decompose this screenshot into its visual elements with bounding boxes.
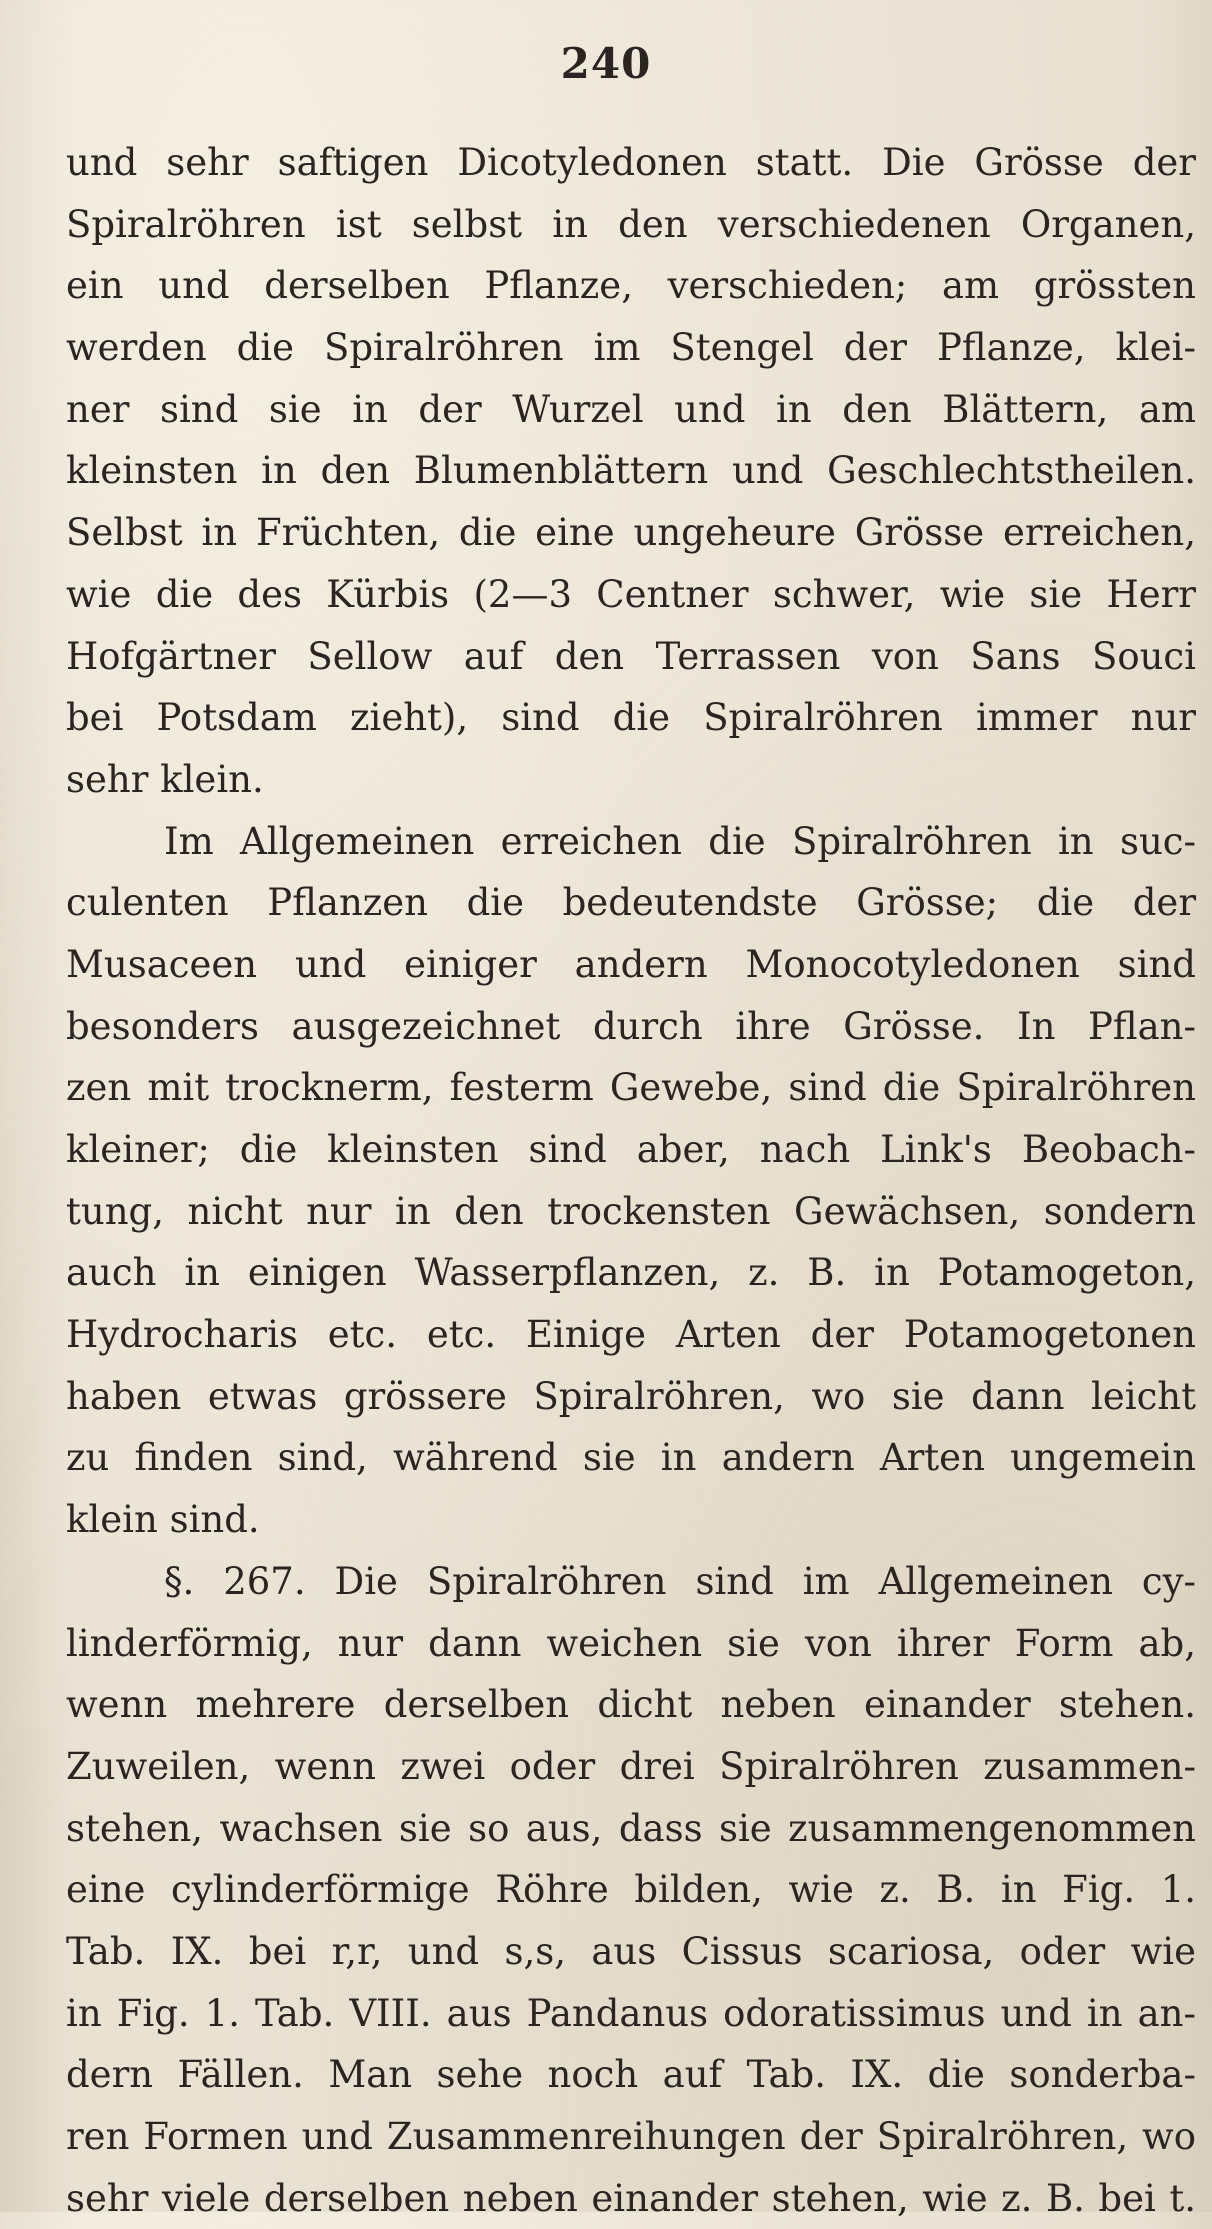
text-line: Musaceen und einiger andern Monocotyledonen sind xyxy=(66,942,1196,986)
text-line: wenn mehrere derselben dicht neben einander stehen. xyxy=(66,1683,1196,1727)
text-line: Zuweilen, wenn zwei oder drei Spiralröhren zusammen- xyxy=(66,1744,1196,1788)
text-line: klein sind. xyxy=(66,1498,260,1542)
text-line: sehr klein. xyxy=(66,757,264,801)
text-line: zen mit trocknerm, festerm Gewebe, sind die Spiralröhren xyxy=(66,1066,1196,1110)
text-line: ein und derselben Pflanze, verschieden; am grössten xyxy=(66,264,1196,308)
text-line: Selbst in Früchten, die eine ungeheure Grösse erreichen, xyxy=(66,511,1196,555)
text-line: werden die Spiralröhren im Stengel der Pflanze, klei- xyxy=(66,326,1196,370)
text-line: bei Potsdam zieht), sind die Spiralröhren immer nur xyxy=(66,696,1196,740)
body-text xyxy=(66,132,1196,2229)
text-line: besonders ausgezeichnet durch ihre Grösse. In Pflan- xyxy=(66,1004,1196,1048)
text-line: Hydrocharis etc. etc. Einige Arten der Potamogetonen xyxy=(66,1313,1196,1357)
text-line: Im Allgemeinen erreichen die Spiralröhren in suc- xyxy=(164,819,1196,863)
text-line: eine cylinderförmige Röhre bilden, wie z. B. in Fig. 1. xyxy=(66,1868,1196,1912)
text-line: Spiralröhren ist selbst in den verschiedenen Organen, xyxy=(66,202,1196,246)
text-line: sehr viele derselben neben einander stehen, wie z. B. bei t. xyxy=(66,2176,1196,2220)
text-line: ner sind sie in der Wurzel und in den Blättern, am xyxy=(66,387,1196,431)
text-line: und sehr saftigen Dicotyledonen statt. Die Grösse der xyxy=(66,141,1196,184)
text-line: kleiner; die kleinsten sind aber, nach Link's Beobach- xyxy=(66,1128,1196,1171)
text-line: haben etwas grössere Spiralröhren, wo sie dann leicht xyxy=(66,1374,1196,1418)
text-line: §. 267. Die Spiralröhren sind im Allgemeinen cy- xyxy=(164,1559,1196,1603)
text-line: zu finden sind, während sie in andern Arten ungemein xyxy=(66,1436,1196,1480)
text-line: linderförmig, nur dann weichen sie von ihrer Form ab, xyxy=(66,1621,1196,1665)
text-line: Tab. IX. bei r,r, und s,s, aus Cissus scariosa, oder wie xyxy=(66,1929,1196,1973)
text-line: kleinsten in den Blumenblättern und Geschlechtstheilen. xyxy=(66,449,1196,493)
text-line: in Fig. 1. Tab. VIII. aus Pandanus odoratissimus und in an- xyxy=(66,1991,1196,2035)
text-line: dern Fällen. Man sehe noch auf Tab. IX. die sonderba- xyxy=(66,2053,1196,2097)
text-line: wie die des Kürbis (2—3 Centner schwer, wie sie Herr xyxy=(66,572,1196,616)
text-line: auch in einigen Wasserpflanzen, z. B. in Potamogeton, xyxy=(66,1251,1196,1295)
text-line: stehen, wachsen sie so aus, dass sie zusammengenommen xyxy=(66,1806,1196,1850)
text-line: ren Formen und Zusammenreihungen der Spiralröhren, wo xyxy=(66,2115,1196,2158)
page-number: 240 xyxy=(560,39,652,88)
text-line: tung, nicht nur in den trockensten Gewächsen, sondern xyxy=(66,1189,1196,1233)
text-line: culenten Pflanzen die bedeutendste Grösse; die der xyxy=(66,881,1196,925)
text-line: Hofgärtner Sellow auf den Terrassen von Sans Souci xyxy=(66,634,1196,678)
